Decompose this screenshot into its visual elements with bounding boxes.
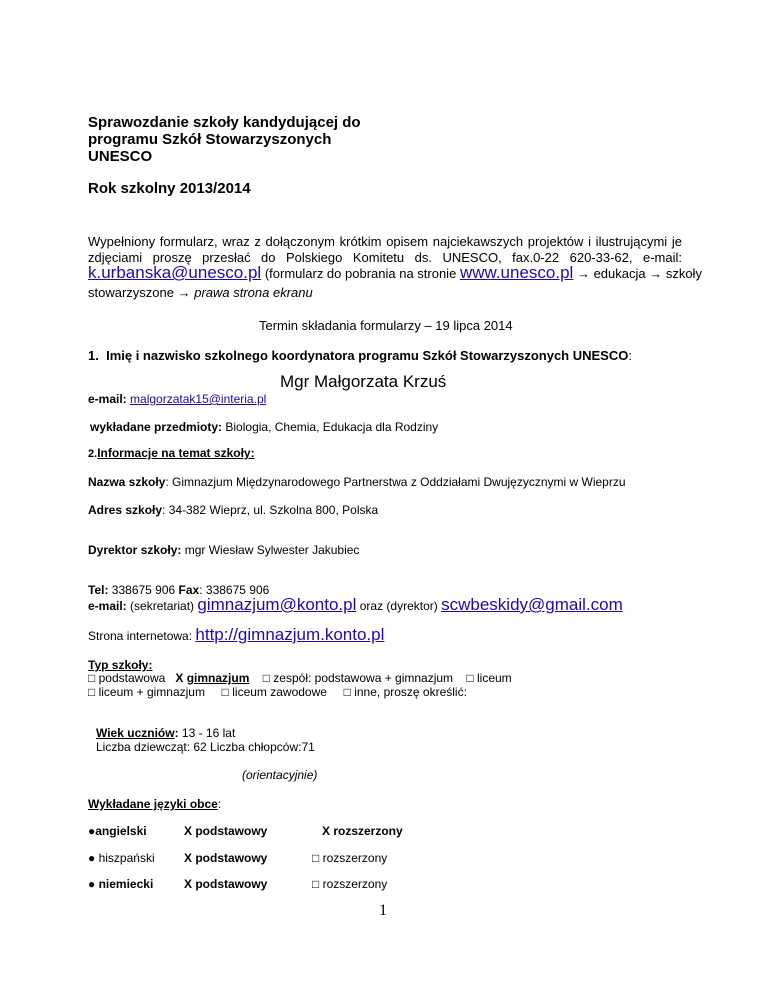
subjects-value: Biologia, Chemia, Edukacja dla Rodziny [225,420,439,434]
language-name: ●angielski [88,824,147,838]
school-type-row2 [88,685,467,699]
document-title-line3: UNESCO [88,148,153,165]
fax-value: : 338675 906 [199,583,270,597]
director-email-link[interactable]: scwbeskidy@gmail.com [441,595,623,614]
school-email-row [88,595,623,615]
section1-heading-text: Imię i nazwisko szkolnego koordynatora programu Szkół Stowarzyszonych UNESCO [106,348,629,363]
school-name-label: Nazwa szkoły [88,475,166,489]
director-label: Dyrektor szkoły: [88,543,182,557]
school-type-option-label: gimnazjum [186,671,250,685]
school-year: Rok szkolny 2013/2014 [88,180,251,197]
secretariat-label: (sekretariat) [130,599,195,613]
school-type-option[interactable] [222,685,327,699]
school-type-checkbox[interactable]: □ [466,671,474,685]
language-name: ● hiszpański [88,851,155,865]
school-type-option-label: inne, proszę określić: [354,685,467,699]
subjects-label: wykładane przedmioty: [90,420,223,434]
school-type-option-selected[interactable] [175,671,249,685]
page-number: 1 [379,902,387,919]
student-age-label: Wiek uczniów [96,726,175,740]
intro-line2: zdjęciami proszę przesłać do Polskiego Komitetu ds. UNESCO, fax.0-22 620-33-62, e-mail: [88,250,682,265]
director-email-label: oraz (dyrektor) [359,599,438,613]
section2-heading [88,446,255,460]
school-type-option[interactable] [263,671,453,685]
school-website-row [88,625,384,645]
section1-heading [88,348,632,363]
intro-path: → edukacja → szkoły [576,266,702,281]
school-type-option[interactable] [344,685,467,699]
school-type-checkbox[interactable]: X [175,671,184,685]
fax-label: Fax [178,583,200,597]
intro-line4-text: stowarzyszone → [88,285,191,300]
language-extended-level[interactable]: □ rozszerzony [312,877,388,891]
languages-colon: : [217,797,222,811]
coordinator-email-row [88,392,266,406]
document-title-line1: Sprawozdanie szkoły kandydującej do [88,114,361,131]
intro-line1: Wypełniony formularz, wraz z dołączonym krótkim opisem najciekawszych projektów i ilustrującymi je [88,234,682,249]
deadline: Termin składania formularzy – 19 lipca 2014 [259,318,513,333]
school-website-link[interactable]: http://gimnazjum.konto.pl [195,625,385,644]
language-basic-level[interactable]: X podstawowy [184,824,268,838]
languages-label: Wykładane języki obce [88,797,218,811]
section2-number: 2. [88,448,98,460]
school-name-row [88,475,626,489]
student-counts-note: (orientacyjnie) [242,768,318,782]
tel-value: 338675 906 [111,583,176,597]
coordinator-email-link[interactable]: malgorzatak15@interia.pl [130,392,267,406]
language-extended-level[interactable]: □ rozszerzony [312,851,388,865]
secretariat-email-link[interactable]: gimnazjum@konto.pl [197,595,357,614]
school-address-label: Adres szkoły [88,503,163,517]
school-type-checkbox[interactable]: □ [88,685,96,699]
school-type-option-label: liceum [477,671,512,685]
document-title-line2: programu Szkół Stowarzyszonych [88,131,332,148]
school-type-label: Typ szkoły: [88,658,153,672]
tel-label: Tel: [88,583,109,597]
section1-number: 1. [88,348,99,363]
language-extended-level[interactable]: X rozszerzony [322,824,403,838]
intro-line4-italic: prawa strona ekranu [194,285,313,300]
language-name: ● niemiecki [88,877,154,891]
school-address-value: : 34-382 Wieprz, ul. Szkolna 800, Polska [162,503,379,517]
school-type-checkbox[interactable]: □ [262,671,270,685]
school-type-checkbox[interactable]: □ [88,671,96,685]
section2-heading-text: Informacje na temat szkoły: [97,446,255,460]
school-type-option-label: liceum + gimnazjum [98,685,205,699]
unesco-website-link[interactable]: www.unesco.pl [459,263,574,282]
languages-heading [88,797,221,811]
intro-after-email: (formularz do pobrania na stronie [264,266,457,281]
subjects-row [90,420,438,434]
coordinator-email-label: e-mail: [88,392,127,406]
student-age-row [96,726,235,740]
intro-line3 [88,263,702,283]
school-type-option[interactable] [88,671,165,685]
school-type-option-label: liceum zawodowe [232,685,327,699]
intro-line4 [88,285,313,300]
school-type-option[interactable] [466,671,511,685]
website-label: Strona internetowa: [88,629,193,643]
coordinator-name: Mgr Małgorzata Krzuś [280,372,447,391]
student-counts: Liczba dziewcząt: 62 Liczba chłopców:71 [96,740,315,754]
director-row [88,543,359,557]
section1-heading-colon: : [628,348,632,363]
school-type-option-label: podstawowa [98,671,166,685]
school-type-option-label: zespół: podstawowa + gimnazjum [273,671,454,685]
language-basic-level[interactable]: X podstawowy [184,851,268,865]
unesco-email-link[interactable]: k.urbanska@unesco.pl [88,263,262,282]
school-type-checkbox[interactable]: □ [343,685,351,699]
school-type-row1 [88,671,512,685]
school-email-label: e-mail: [88,599,127,613]
student-age-colon: : [174,726,179,740]
school-name-value: : Gimnazjum Międzynarodowego Partnerstwa z Oddziałami Dwujęzycznymi w Wieprzu [165,475,626,489]
student-age-value: 13 - 16 lat [181,726,236,740]
school-type-checkbox[interactable]: □ [221,685,229,699]
director-value: mgr Wiesław Sylwester Jakubiec [184,543,360,557]
school-address-row [88,503,378,517]
language-basic-level[interactable]: X podstawowy [184,877,268,891]
school-type-option[interactable] [88,685,205,699]
